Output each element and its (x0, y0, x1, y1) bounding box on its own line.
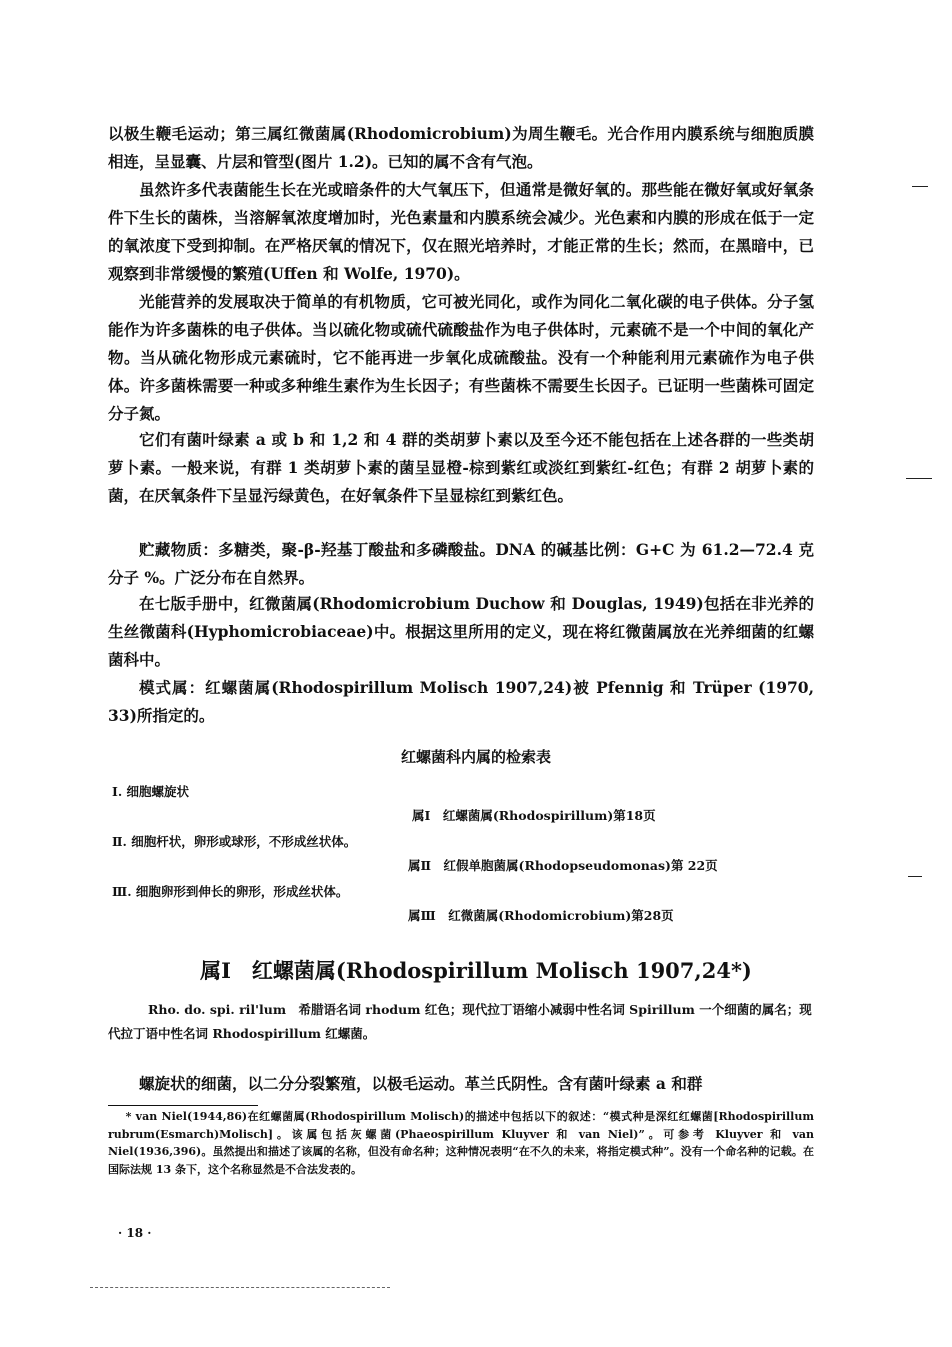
paragraph-5: 贮藏物质：多糖类，聚-β-羟基丁酸盐和多磷酸盐。DNA 的碱基比例：G+C 为 61.2—72.4 克分子 %。广泛分布在自然界。 (108, 540, 814, 587)
margin-mark (912, 186, 928, 187)
key-genus-1: 属Ⅰ 红螺菌属(Rhodospirillum)第18页 (412, 808, 656, 823)
paragraph-3: 光能营养的发展取决于简单的有机物质，它可被光同化，或作为同化二氧化碳的电子供体。分子氢能作为许多菌株的电子供体。当以硫化物或硫代硫酸盐作为电子供体时，元素硫不是一个中间的氧化产物。当从硫化物形成元素硫时，它不能再进一步氧化成硫酸盐。没有一个种能利用元素硫作为电子供体。许多菌株需要一种或多种维生素作为生长因子；有些菌株不需要生长因子。已证明一些菌株可固定分子氮。 (108, 292, 814, 423)
key-genus-3: 属Ⅲ 红微菌属(Rhodomicrobium)第28页 (408, 908, 674, 923)
key-item-1: Ⅰ. 细胞螺旋状 (112, 784, 190, 799)
genus-heading: 属Ⅰ 红螺菌属(Rhodospirillum Molisch 1907,24*) (200, 958, 752, 983)
footnote: * van Niel(1944,86)在红螺菌属(Rhodospirillum Molisch)的描述中包括以下的叙述：“模式种是深红红螺菌[Rhodospirillum rubrum(Esmarch)Molisch]。该属包括灰螺菌(Phaeospirillum Kluyver 和 van Niel)”。可参考 Kluyver 和 van Niel(1936,396)。虽然提出和描述了该属的名称，但没有命名种；这种情况表明“在不久的未来，将指定模式种”。没有一个命名种的记载。在国际法规 13 条下，这个名称显然是不合法发表的。 (108, 1110, 814, 1176)
paragraph-4: 它们有菌叶绿素 a 或 b 和 1,2 和 4 群的类胡萝卜素以及至今还不能包括在上述各群的一些类胡萝卜素。一般来说，有群 1 类胡萝卜素的菌呈显橙-棕到紫红或淡红到紫红-红色；有群 2 胡萝卜素的菌，在厌氧条件下呈显污绿黄色，在好氧条件下呈显棕红到紫红色。 (108, 430, 814, 505)
paragraph-7: 模式属：红螺菌属(Rhodospirillum Molisch 1907,24)被 Pfennig 和 Trüper (1970, 33)所指定的。 (108, 678, 814, 725)
paragraph-6: 在七版手册中，红微菌属(Rhodomicrobium Duchow 和 Douglas, 1949)包括在非光养的生丝微菌科(Hyphomicrobiaceae)中。根据这里所用的定义，现在将红微菌属放在光养细菌的红螺菌科中。 (108, 594, 814, 669)
paragraph-1: 以极生鞭毛运动；第三属红微菌属(Rhodomicrobium)为周生鞭毛。光合作用内膜系统与细胞质膜相连，呈显囊、片层和管型(图片 1.2)。已知的属不含有气泡。 (108, 124, 814, 171)
footnote-rule (108, 1105, 258, 1106)
key-genus-2: 属Ⅱ 红假单胞菌属(Rhodopseudomonas)第 22页 (408, 858, 718, 873)
key-item-2: Ⅱ. 细胞杆状，卵形或球形，不形成丝状体。 (112, 834, 357, 849)
etymology-note: Rho. do. spi. ril'lum 希腊语名词 rhodum 红色；现代拉丁语缩小减弱中性名词 Spirillum 一个细菌的属名；现代拉丁语中性名词 Rhodospirillum 红螺菌。 (108, 1002, 812, 1041)
scan-edge-mark (90, 1287, 390, 1288)
paragraph-2: 虽然许多代表菌能生长在光或暗条件的大气氧压下，但通常是微好氧的。那些能在微好氧或好氧条件下生长的菌株，当溶解氧浓度增加时，光色素量和内膜系统会减少。光色素和内膜的形成在低于一定的氧浓度下受到抑制。在严格厌氧的情况下，仅在照光培养时，才能正常的生长；然而，在黑暗中，已观察到非常缓慢的繁殖(Uffen 和 Wolfe, 1970)。 (108, 180, 814, 283)
margin-mark (908, 876, 922, 877)
key-table-title: 红螺菌科内属的检索表 (400, 748, 551, 766)
page-number: · 18 · (118, 1226, 152, 1240)
margin-mark (906, 478, 932, 479)
key-item-3: Ⅲ. 细胞卵形到伸长的卵形，形成丝状体。 (112, 884, 349, 899)
genus-description: 螺旋状的细菌，以二分分裂繁殖，以极毛运动。革兰氏阴性。含有菌叶绿素 a 和群 (139, 1074, 703, 1093)
